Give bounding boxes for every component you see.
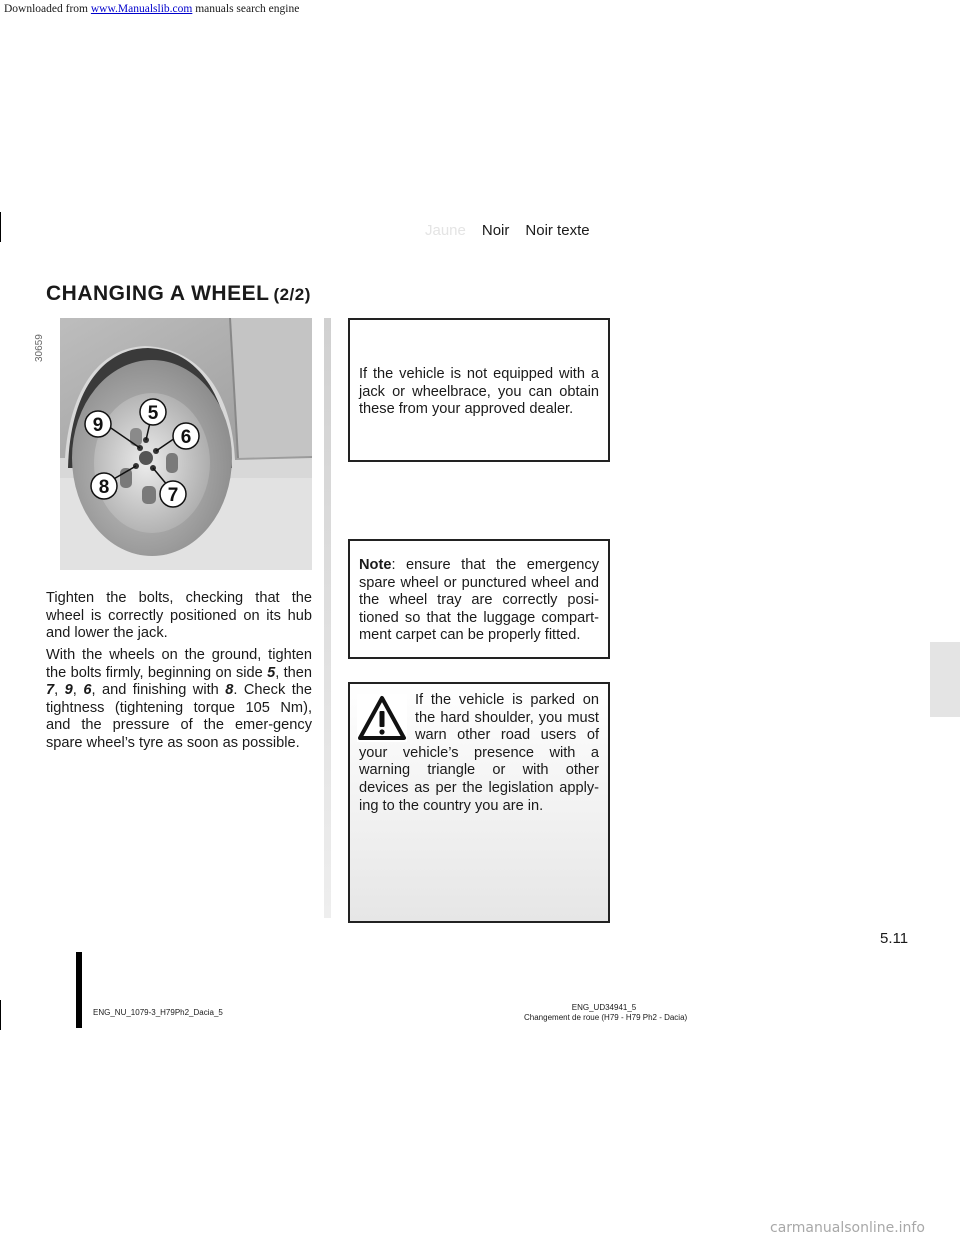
bolt-ref: 6: [83, 682, 92, 699]
color-separation-marks: [425, 222, 590, 239]
page-title-main: CHANGING A WHEEL: [46, 282, 270, 305]
page-number: 5.11: [880, 930, 909, 947]
column-divider: [324, 318, 331, 918]
crop-mark: [0, 212, 1, 242]
para2-text: , and finishing with: [91, 682, 226, 699]
para2-text: . Check the tightness (tightening torque 105 Nm), and the pressure of the emer-gency spare wheel’s tyre as soon as possible.: [46, 682, 313, 751]
info-box: [348, 318, 610, 462]
bolt-ref: 8: [225, 682, 234, 699]
color-mark-noir: Noir: [481, 222, 510, 239]
para2-text: With the wheels on the ground, tighten the bolts firmly, beginning on side: [46, 647, 312, 681]
instruction-paragraph-1: Tighten the bolts, checking that the wheel is correctly positioned on its hub and lower the jack.: [46, 590, 312, 642]
color-mark-jaune: Jaune: [425, 222, 466, 239]
watermark: carmanualsonline.info: [770, 1220, 925, 1236]
download-header: [4, 3, 299, 15]
instruction-paragraph-2: [46, 647, 312, 753]
callout-6: 6: [180, 427, 192, 448]
warning-triangle-icon: [357, 694, 407, 742]
color-mark-noir-texte: Noir texte: [525, 222, 590, 239]
bolt-ref: 9: [64, 682, 73, 699]
callout-9: 9: [92, 415, 104, 436]
warning-box: [348, 682, 610, 923]
note-box: [348, 539, 610, 659]
wheel-figure-svg: [60, 318, 312, 570]
para2-text: ,: [54, 682, 65, 699]
bolt-ref: 5: [267, 664, 276, 681]
manualslib-link[interactable]: www.Manualslib.com: [90, 3, 193, 15]
footer-right-line-2: Changement de roue (H79 - H79 Ph2 - Dacia): [524, 1012, 688, 1022]
download-prefix: Downloaded from: [4, 3, 91, 15]
note-label: Note: [359, 557, 392, 573]
figure-code: 30659: [34, 334, 45, 362]
callout-7: 7: [167, 485, 179, 506]
callout-5: 5: [147, 403, 159, 424]
page-title: [46, 282, 311, 306]
chapter-side-tab: [930, 642, 960, 717]
wheel-illustration: [60, 318, 312, 570]
para2-text: , then: [275, 664, 313, 681]
footer-right-line-1: ENG_UD34941_5: [571, 1003, 637, 1012]
bolt-ref: 7: [46, 682, 55, 699]
download-suffix: manuals search engine: [192, 3, 300, 15]
para2-text: ,: [72, 682, 84, 699]
footer-bar: [76, 952, 82, 1028]
note-text: : ensure that the emergency spare wheel or punctured wheel and the wheel tray are correctly posi-tioned so that the luggage compart-ment carpet can be properly fitted.: [359, 557, 599, 644]
footer-left-code: ENG_NU_1079-3_H79Ph2_Dacia_5: [93, 1008, 223, 1017]
info-text: If the vehicle is not equipped with a jack or wheelbrace, you can obtain these from your approved dealer.: [359, 366, 599, 418]
crop-mark: [0, 1000, 1, 1030]
footer-right-code: [524, 1003, 688, 1022]
warning-text: If the vehicle is parked on the hard shoulder, you must warn other road users of your vehicle’s presence with a warning triangle or with other devices as per the legislation apply-ing to the country you are in.: [359, 692, 599, 814]
callout-8: 8: [98, 477, 110, 498]
page-title-part: (2/2): [273, 285, 311, 304]
